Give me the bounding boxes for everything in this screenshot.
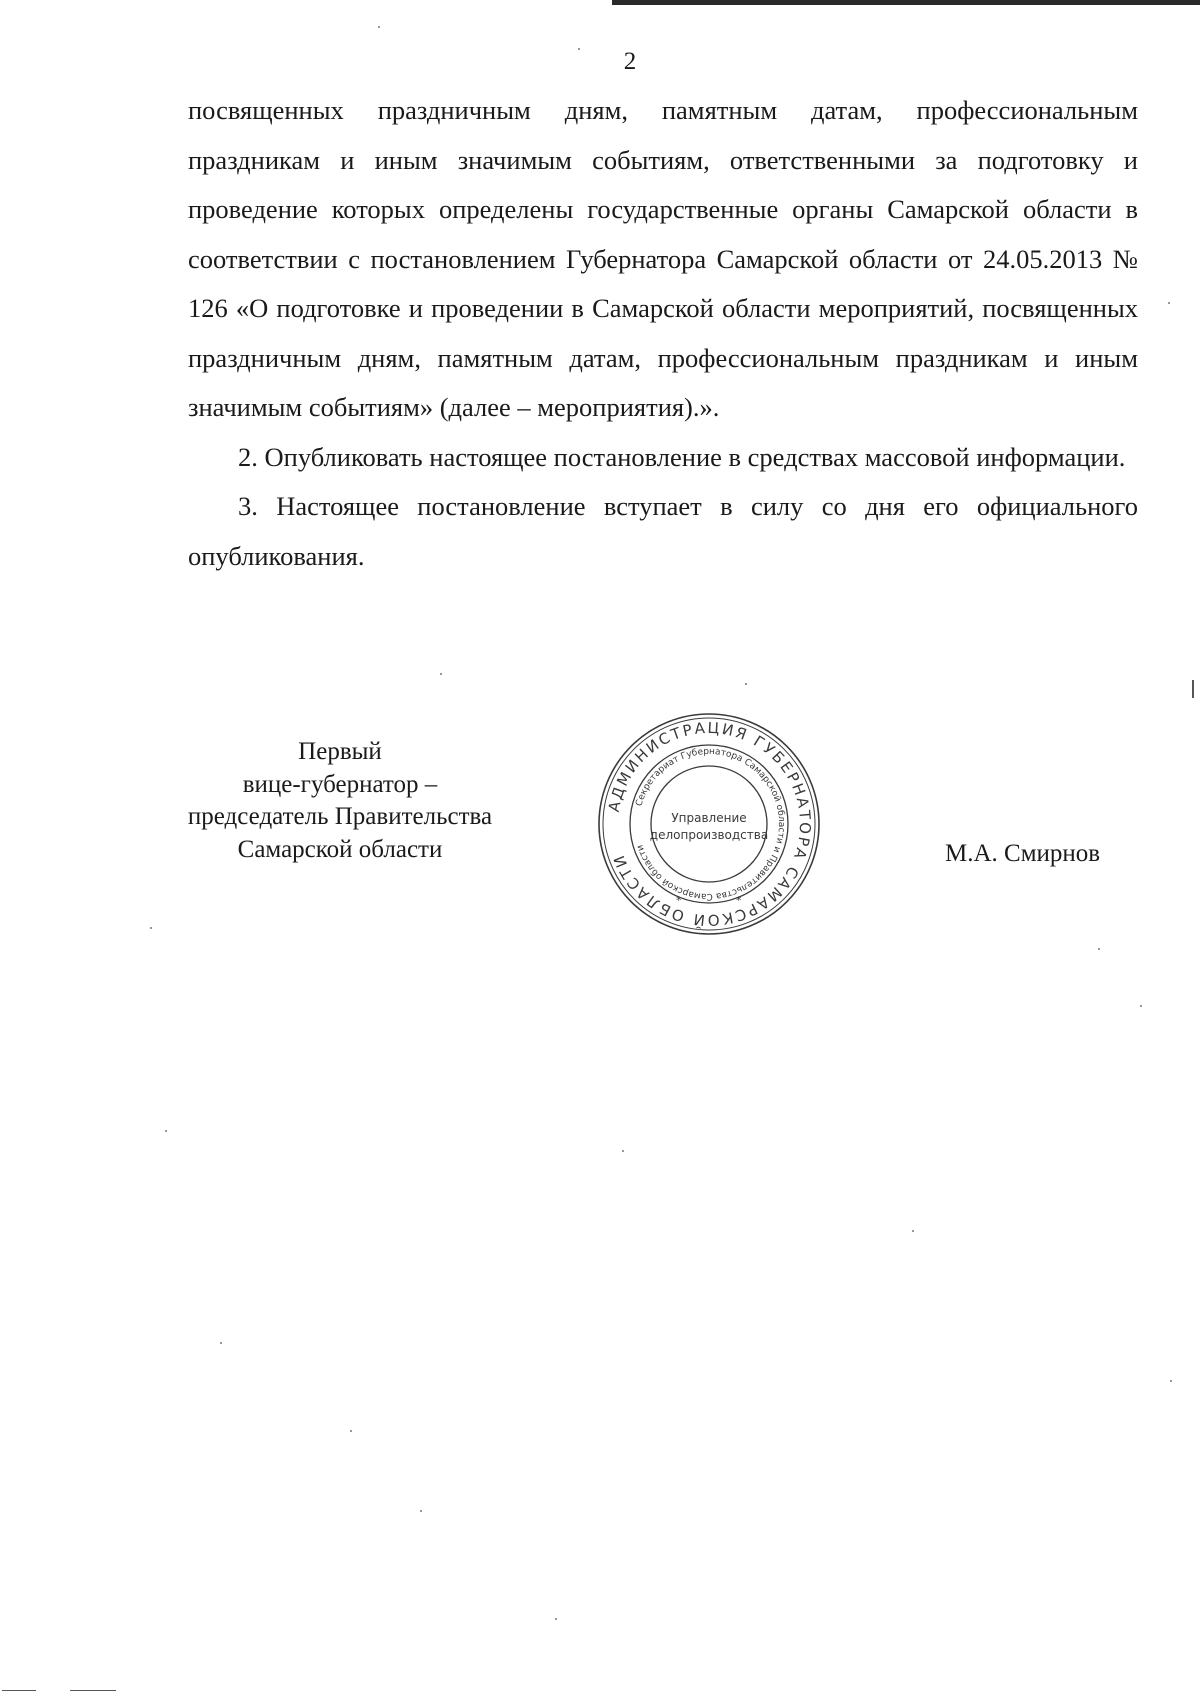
seal-center-line-2: делопроизводства	[649, 828, 769, 842]
scan-speck	[420, 1510, 422, 1512]
scan-speck	[578, 48, 580, 50]
top-edge-rule	[612, 0, 1200, 5]
scan-speck	[1098, 948, 1100, 950]
scan-speck	[1168, 302, 1170, 304]
signer-title-line: вице-губернатор –	[242, 770, 438, 798]
paragraph-continuation: посвященных праздничным дням, памятным датам, профессиональным праздникам и иным значимым событиям, ответственными за подготовку и проведение которых определены государственные органы Самарской области в соответствии с постановлением Губернатора Самарской области от 24.05.2013 № 126 «О подготовке и проведении в Самарской области мероприятий, посвященных праздничным дням, памятным датам, профессиональным праздникам и иным значимым событиям» (далее – мероприятия).».	[188, 95, 1138, 422]
signer-title-line: председатель Правительства	[187, 803, 493, 830]
paragraph-publish: 2. Опубликовать настоящее постановление в средствах массовой информации.	[238, 441, 1126, 472]
scan-speck	[440, 673, 442, 675]
document-body	[188, 86, 1138, 581]
scan-speck	[350, 1430, 352, 1432]
scan-speck	[165, 1130, 167, 1132]
scan-speck	[622, 1150, 624, 1152]
seal-star-icon: *	[676, 894, 682, 907]
scan-edge-mark	[2, 1690, 36, 1691]
scan-edge-mark	[70, 1690, 116, 1691]
scan-speck	[1170, 1380, 1172, 1382]
signer-title-line: Первый	[298, 738, 382, 765]
scan-edge-mark	[1192, 680, 1194, 698]
seal-star-icon: *	[736, 894, 742, 907]
seal-outer-text: АДМИНИСТРАЦИЯ ГУБЕРНАТОРА САМАРСКОЙ ОБЛАСТИ	[604, 718, 815, 930]
page-number: 2	[623, 48, 637, 75]
seal-inner-ring-text: Секретариат Губернатора Самарской области и Правительства Самарской области	[634, 746, 787, 902]
official-seal	[596, 711, 822, 937]
scan-speck	[745, 683, 747, 685]
scan-speck	[912, 1230, 914, 1232]
signer-title-line: Самарской области	[237, 835, 443, 863]
scan-speck	[150, 927, 152, 929]
scan-speck	[378, 26, 380, 28]
signer-position	[150, 736, 530, 866]
signer-name: М.А. Смирнов	[945, 840, 1101, 867]
scan-speck	[220, 1342, 222, 1344]
seal-graphic	[596, 711, 822, 937]
scan-speck	[555, 1618, 557, 1620]
paragraph-effective-date: 3. Настоящее постановление вступает в силу со дня его официального опубликования.	[188, 491, 1138, 571]
scan-speck	[1140, 1005, 1142, 1007]
seal-center-line-1: Управление	[671, 811, 747, 825]
